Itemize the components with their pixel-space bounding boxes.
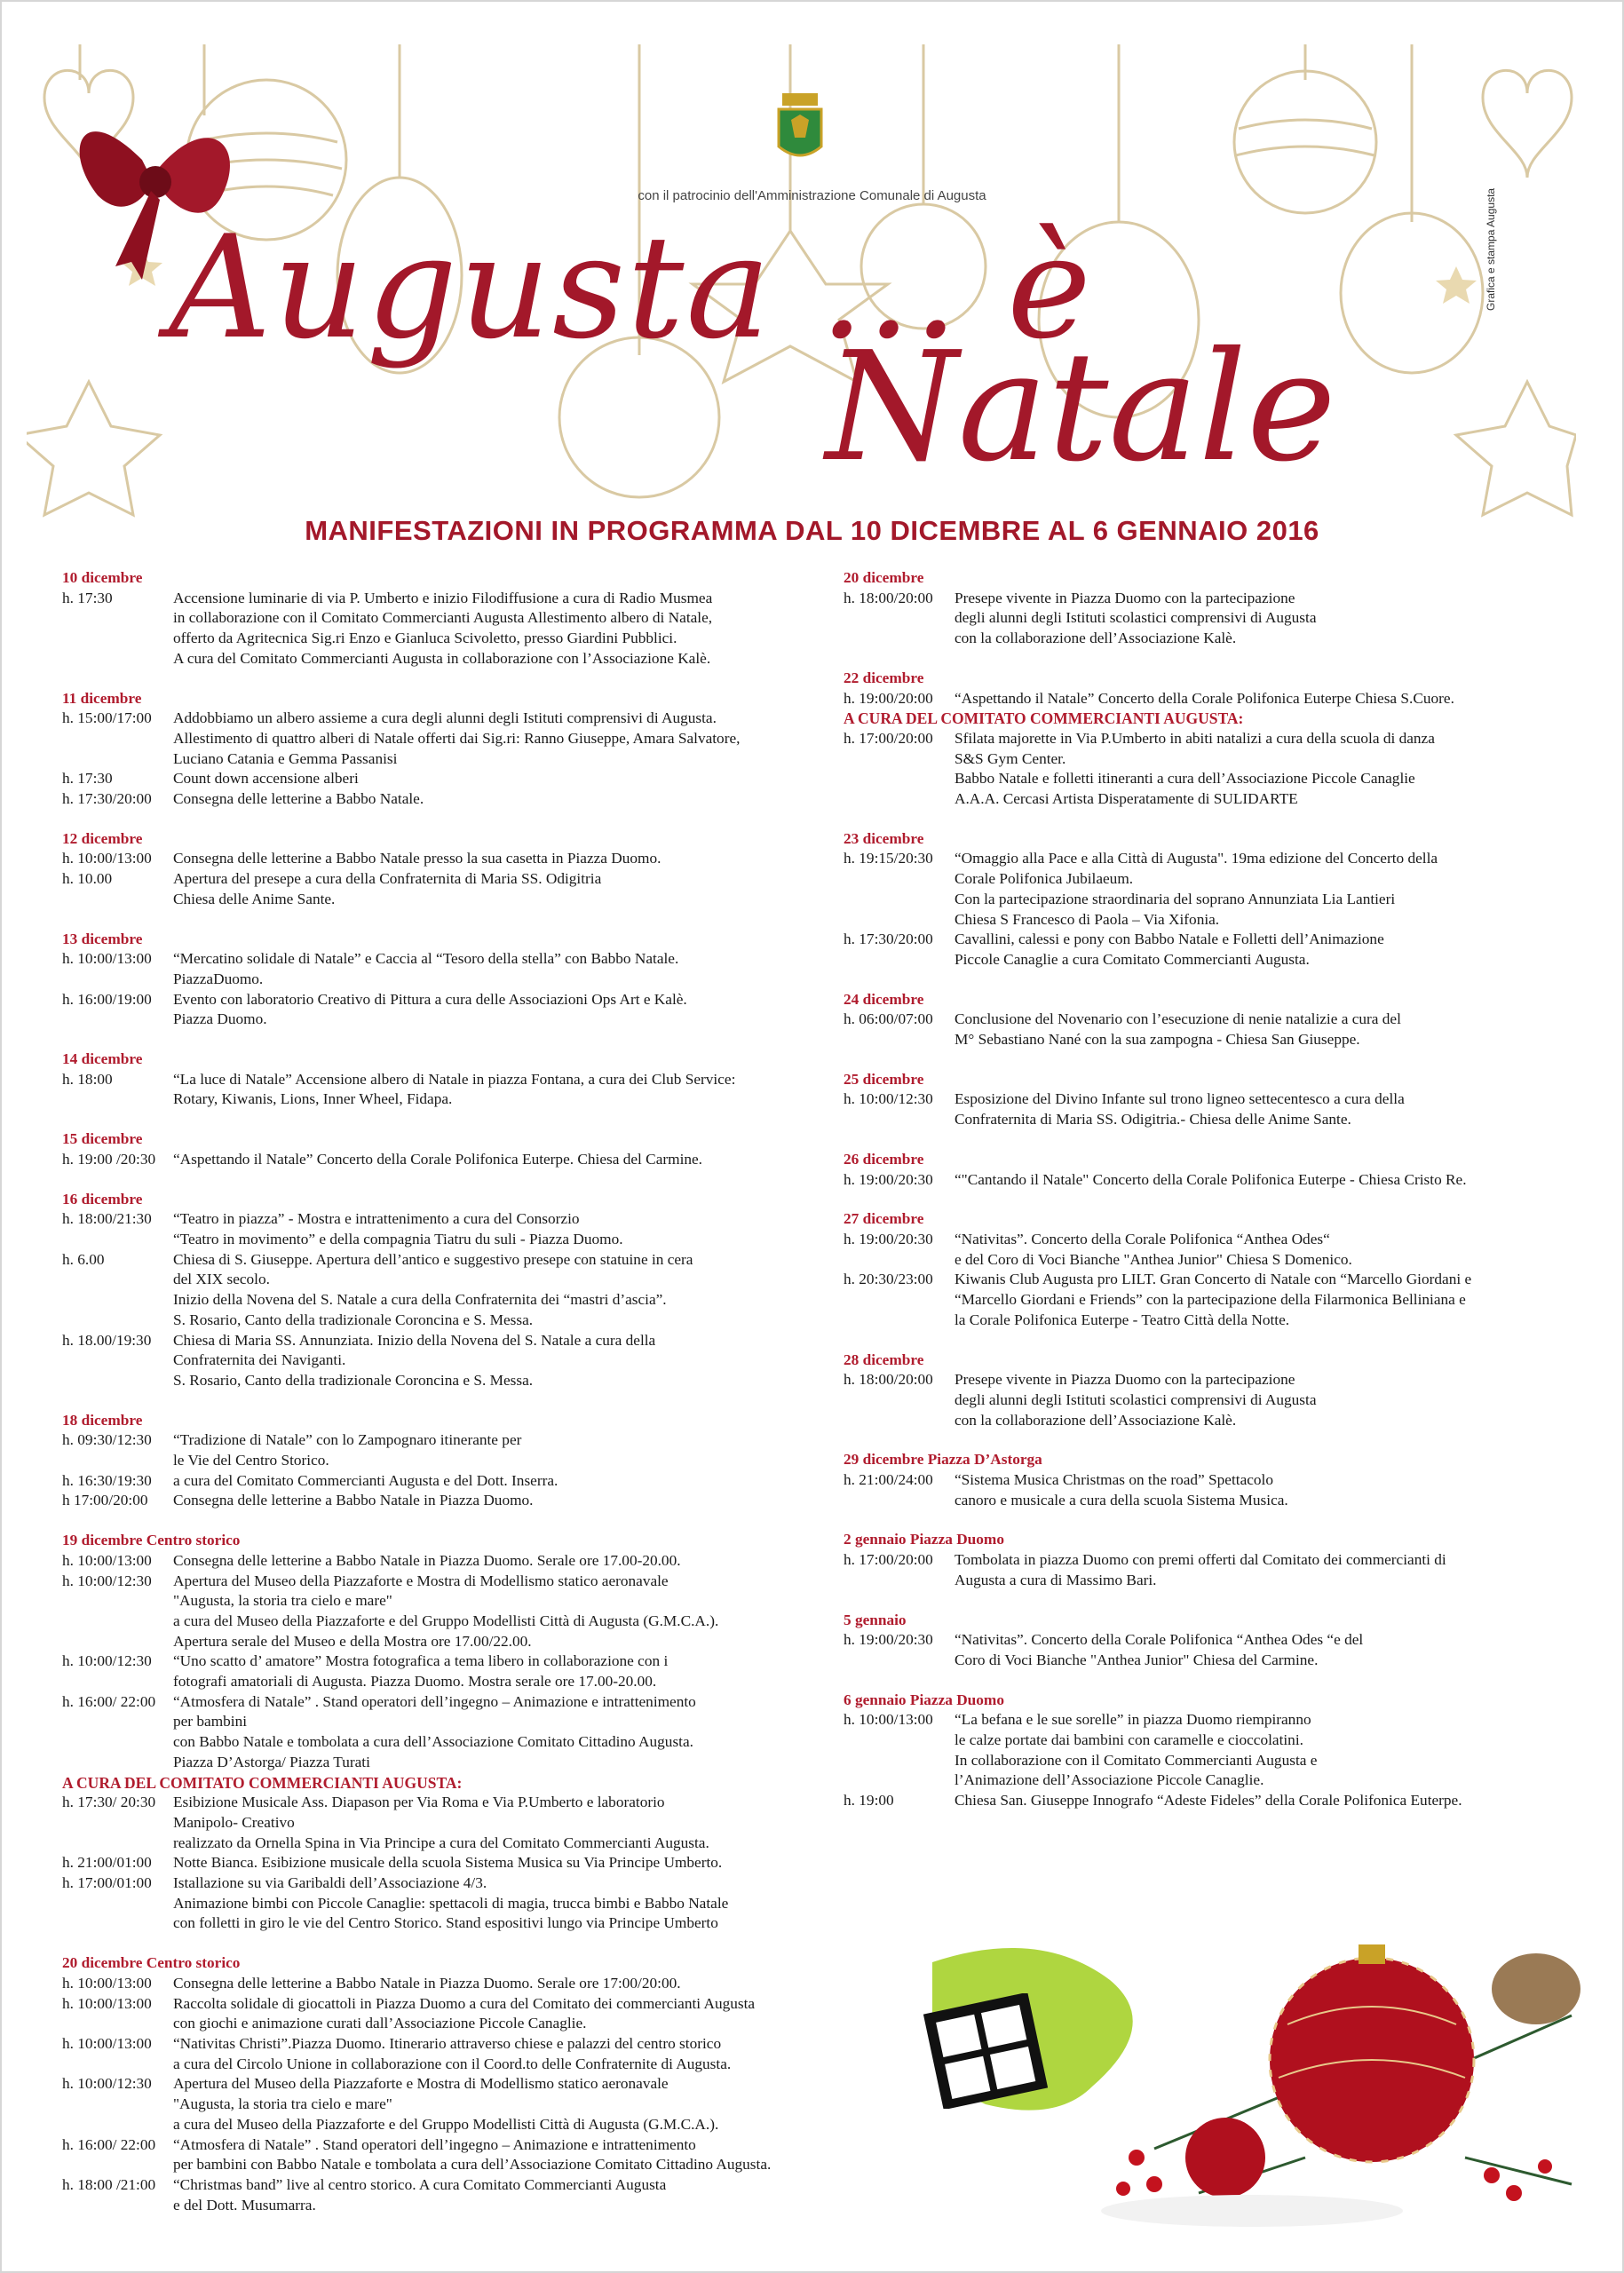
event-description (173, 789, 879, 810)
event-line: del XIX secolo. (173, 1271, 270, 1288)
event-time: h. 18:00 /21:00 (62, 2175, 156, 2193)
event-time: h. 21:00/24:00 (844, 1471, 933, 1489)
event-line: “Nativitas”. Concerto della Corale Polifonica “Anthea Odes“ (955, 1230, 1330, 1247)
event-line: Apertura del Museo della Piazzaforte e Mostra di Modellismo statico aeronavale (173, 1572, 669, 1589)
event-line: “Marcello Giordani e Friends” con la partecipazione della Filarmonica Belliniana e (955, 1291, 1466, 1309)
day-block (844, 1611, 1572, 1671)
event-line: Kiwanis Club Augusta pro LILT. Gran Concerto di Natale con “Marcello Giordani e (955, 1271, 1472, 1288)
event-line: offerto da Agritecnica Sig.ri Enzo e Gianluca Scivoletto, presso Giardini Pubblici. (173, 630, 677, 647)
event-line: “Sistema Musica Christmas on the road” Spettacolo (955, 1471, 1273, 1489)
event-line: Chiesa delle Anime Sante. (173, 890, 336, 907)
event-time: h. 18.00/19:30 (62, 1331, 152, 1349)
event-line: le Vie del Centro Storico. (173, 1452, 329, 1469)
event-time: h. 19:00/20:00 (844, 689, 933, 707)
event-description (173, 2175, 879, 2215)
event-time: h. 10:00/13:00 (62, 2035, 152, 2052)
event-row (62, 2034, 879, 2074)
event-row (844, 1470, 1572, 1510)
event-row (62, 1070, 879, 1110)
event-row (62, 849, 879, 869)
day-block (62, 568, 879, 669)
day-block (844, 1691, 1572, 1811)
coat-of-arms-icon (779, 93, 821, 155)
event-line: Addobbiamo un albero assieme a cura degli alunni degli Istituti comprensivi di Augusta. (173, 709, 717, 727)
event-time: h. 06:00/07:00 (844, 1010, 933, 1028)
event-line: con Babbo Natale e tombolata a cura dell’Associazione Comitato Cittadino Augusta. (173, 1733, 693, 1751)
event-row (62, 1853, 879, 1873)
day-block (844, 1450, 1572, 1510)
event-description (955, 1230, 1572, 1270)
event-line: Babbo Natale e folletti itineranti a cura dell’Associazione Piccole Canaglie (955, 770, 1415, 788)
day-title: 12 dicembre (62, 829, 143, 847)
event-line: M° Sebastiano Nané con la sua zampogna - Chiesa San Giuseppe. (955, 1031, 1360, 1049)
event-row (62, 1150, 879, 1170)
event-row (844, 1791, 1572, 1811)
event-time: h. 10.00 (62, 870, 113, 888)
event-time: h. 16:00/ 22:00 (62, 1692, 156, 1710)
title-augusta: Augusta ... è (169, 204, 1093, 370)
event-line: la Corale Polifonica Euterpe - Teatro Città della Notte. (955, 1311, 1290, 1328)
day-block (62, 829, 879, 910)
event-time: h. 19:00/20:30 (844, 1170, 933, 1188)
event-description (173, 849, 879, 869)
event-line: Notte Bianca. Esibizione musicale della scuola Sistema Musica su Via Principe Umberto. (173, 1854, 723, 1872)
event-line: Allestimento di quattro alberi di Natale offerti dai Sig.ri: Ranno Giuseppe, Amara Salvatore, (173, 729, 741, 747)
event-line: e del Dott. Musumarra. (173, 2196, 316, 2214)
event-time: h. 17:30/20:00 (62, 790, 152, 808)
event-row (62, 2135, 879, 2175)
event-description (173, 1491, 879, 1511)
section-title: A CURA DEL COMITATO COMMERCIANTI AUGUSTA: (62, 1773, 463, 1792)
event-time: h. 17:00/20:00 (844, 729, 933, 747)
event-description (173, 1651, 879, 1691)
day-title: 6 gennaio Piazza Duomo (844, 1691, 1004, 1708)
event-line: l’Animazione dell’Associazione Piccole Canaglie. (955, 1771, 1264, 1789)
day-block (844, 829, 1572, 970)
event-line: con giochi e animazione curati dall’Associazione Piccole Canaglie. (173, 2015, 587, 2032)
event-line: Rotary, Kiwanis, Lions, Inner Wheel, Fidapa. (173, 1090, 453, 1108)
event-time: h. 10:00/13:00 (62, 850, 152, 867)
event-time: h. 18:00/21:30 (62, 1210, 152, 1228)
event-description (173, 1331, 879, 1391)
event-line: con la collaborazione dell’Associazione Kalè. (955, 630, 1237, 647)
event-line: Consegna delle letterine a Babbo Natale in Piazza Duomo. Serale ore 17.00-20.00. (173, 1551, 681, 1569)
day-block (844, 1150, 1572, 1190)
event-line: con folletti in giro le vie del Centro Storico. Stand espositivi lungo via Principe Umberto (173, 1914, 718, 1932)
event-row (844, 1630, 1572, 1670)
event-line: Apertura del Museo della Piazzaforte e Mostra di Modellismo statico aeronavale (173, 2075, 669, 2093)
event-line: “Mercatino solidale di Natale” e Caccia al “Tesoro della stella” con Babbo Natale. (173, 950, 679, 968)
event-line: Coro di Voci Bianche "Anthea Junior" Chiesa del Carmine. (955, 1651, 1319, 1668)
day-block (844, 990, 1572, 1050)
event-time: h. 20:30/23:00 (844, 1271, 933, 1288)
event-line: Chiesa di Maria SS. Annunziata. Inizio della Novena del S. Natale a cura della (173, 1331, 656, 1349)
day-block (844, 1070, 1572, 1130)
title-natale: Natale (826, 320, 1336, 495)
event-row (62, 589, 879, 669)
event-row (62, 1873, 879, 1934)
event-line: Piazza Duomo. (173, 1010, 267, 1028)
day-title: 15 dicembre (62, 1130, 143, 1148)
event-line: Cavallini, calessi e pony con Babbo Natale e Folletti dell’Animazione (955, 931, 1384, 948)
day-title: 11 dicembre (62, 689, 142, 707)
day-title: 20 dicembre (844, 569, 924, 586)
event-line: In collaborazione con il Comitato Commercianti Augusta e (955, 1751, 1318, 1769)
day-title: 24 dicembre (844, 990, 924, 1008)
event-row (62, 769, 879, 789)
event-description (955, 1710, 1572, 1791)
event-line: Manipolo- Creativo (173, 1813, 295, 1831)
event-line: le calze portate dai bambini con caramelle e cioccolatini. (955, 1731, 1303, 1749)
event-row (844, 1710, 1572, 1791)
event-time: h. 19:00 /20:30 (62, 1150, 156, 1168)
event-line: “Uno scatto d’ amatore” Mostra fotografica a tema libero in collaborazione con i (173, 1652, 669, 1670)
event-row (62, 1471, 879, 1492)
event-line: Chiesa di S. Giuseppe. Apertura dell’antico e suggestivo presepe con statuine in cera (173, 1250, 693, 1268)
event-line: Piazza D’Astorga/ Piazza Turati (173, 1753, 370, 1770)
event-row (62, 2074, 879, 2134)
event-description (173, 769, 879, 789)
event-description (173, 1572, 879, 1652)
event-description (173, 1430, 879, 1470)
event-time: h. 17:30/20:00 (844, 931, 933, 948)
event-line: per bambini (173, 1713, 248, 1730)
event-time: h. 18:00/20:00 (844, 1371, 933, 1389)
day-block (62, 1049, 879, 1110)
event-description (955, 849, 1572, 930)
event-description (173, 990, 879, 1030)
day-block (844, 669, 1572, 810)
event-line: degli alunni degli Istituti scolastici comprensivi di Augusta (955, 609, 1317, 627)
event-time: h. 10:00/12:30 (62, 2075, 152, 2093)
event-row (62, 1793, 879, 1853)
event-line: S. Rosario, Canto della tradizionale Coroncina e S. Messa. (173, 1371, 534, 1389)
program-subtitle: MANIFESTAZIONI IN PROGRAMMA DAL 10 DICEMBRE AL 6 GENNAIO 2016 (305, 515, 1319, 546)
event-line: “Tradizione di Natale” con lo Zampognaro itinerante per (173, 1431, 522, 1449)
event-time: h. 10:00/12:30 (844, 1090, 933, 1108)
event-line: “Omaggio alla Pace e alla Città di Augusta". 19ma edizione del Concerto della (955, 850, 1438, 867)
day-block (62, 689, 879, 810)
day-title: 26 dicembre (844, 1150, 924, 1168)
event-row (62, 1692, 879, 1773)
event-description (173, 2074, 879, 2134)
event-time: h. 18:00/20:00 (844, 589, 933, 606)
day-title: 5 gennaio (844, 1611, 907, 1628)
day-title: 19 dicembre Centro storico (62, 1532, 241, 1549)
event-row (62, 1994, 879, 2034)
event-description (955, 1170, 1572, 1191)
printer-credit: Grafica e stampa Augusta (1485, 187, 1497, 311)
event-line: “"Cantando il Natale" Concerto della Corale Polifonica Euterpe - Chiesa Cristo Re. (955, 1170, 1467, 1188)
day-title: 29 dicembre Piazza D’Astorga (844, 1451, 1042, 1469)
event-row (62, 1551, 879, 1572)
event-time: h 17:00/20:00 (62, 1492, 148, 1509)
event-line: Conclusione del Novenario con l’esecuzione di nenie natalizie a cura del (955, 1010, 1401, 1028)
event-row (844, 1370, 1572, 1430)
right-column-schedule (844, 568, 1572, 1831)
day-title: 28 dicembre (844, 1350, 924, 1368)
event-description (955, 1550, 1572, 1590)
event-description (173, 1551, 879, 1572)
event-line: “La luce di Natale” Accensione albero di Natale in piazza Fontana, a cura dei Club Service: (173, 1070, 736, 1088)
day-block (844, 1350, 1572, 1431)
event-line: Evento con laboratorio Creativo di Pittura a cura delle Associazioni Ops Art e Kalè. (173, 990, 687, 1008)
event-line: Raccolta solidale di giocattoli in Piazza Duomo a cura del Comitato dei commercianti Augusta (173, 1994, 756, 2012)
event-line: a cura del Circolo Unione in collaborazione con il Coord.to delle Confraternite di Augusta. (173, 2055, 732, 2072)
event-description (955, 1089, 1572, 1129)
event-time: h. 10:00/13:00 (844, 1711, 933, 1729)
event-description (955, 729, 1572, 810)
event-line: Istallazione su via Garibaldi dell’Associazione 4/3. (173, 1874, 487, 1892)
event-row (62, 1331, 879, 1391)
day-title: 13 dicembre (62, 930, 143, 947)
event-line: Corale Polifonica Jubilaeum. (955, 870, 1134, 888)
event-time: h. 17:30 (62, 770, 113, 788)
event-line: Piccole Canaglie a cura Comitato Commercianti Augusta. (955, 950, 1310, 968)
event-description (955, 1630, 1572, 1670)
event-line: Consegna delle letterine a Babbo Natale in Piazza Duomo. (173, 1492, 534, 1509)
event-line: Consegna delle letterine a Babbo Natale presso la sua casetta in Piazza Duomo. (173, 850, 661, 867)
day-block (62, 1531, 879, 1934)
event-row (62, 869, 879, 909)
day-block (62, 1129, 879, 1169)
event-line: a cura del Museo della Piazzaforte e del Gruppo Modellisti Città di Augusta (G.M.C.A.). (173, 1612, 719, 1629)
event-row (844, 689, 1572, 709)
event-description (173, 1250, 879, 1331)
event-description (173, 1793, 879, 1853)
event-description (173, 589, 879, 669)
event-description (955, 1010, 1572, 1049)
event-description (173, 1853, 879, 1873)
event-time: h. 16:00/ 22:00 (62, 2135, 156, 2153)
event-time: h. 19:00 (844, 1792, 894, 1810)
day-title: 2 gennaio Piazza Duomo (844, 1531, 1004, 1548)
day-block (844, 1209, 1572, 1330)
event-line: Sfilata majorette in Via P.Umberto in abiti natalizi a cura della scuola di danza (955, 729, 1435, 747)
event-row (844, 729, 1572, 810)
event-time: h. 10:00/13:00 (62, 1551, 152, 1569)
event-line: Con la partecipazione straordinaria del soprano Annunziata Lia Lantieri (955, 890, 1396, 907)
day-block (844, 1530, 1572, 1590)
event-line: Esibizione Musicale Ass. Diapason per Via Roma e Via P.Umberto e laboratorio (173, 1794, 665, 1811)
event-description (173, 2135, 879, 2175)
event-description (173, 869, 879, 909)
event-time: h. 6.00 (62, 1250, 105, 1268)
event-description (955, 1791, 1572, 1811)
event-description (173, 1873, 879, 1934)
event-line: Animazione bimbi con Piccole Canaglie: spettacoli di magia, trucca bimbi e Babbo Natale (173, 1894, 729, 1912)
event-row (62, 1651, 879, 1691)
event-line: "Augusta, la storia tra cielo e mare" (173, 1592, 392, 1610)
event-line: “Nativitas Christi”.Piazza Duomo. Itinerario attraverso chiese e palazzi del centro storico (173, 2035, 722, 2052)
event-line: Count down accensione alberi (173, 770, 359, 788)
event-time: h. 21:00/01:00 (62, 1854, 152, 1872)
event-row (62, 1974, 879, 1994)
event-row (62, 1250, 879, 1331)
event-description (955, 930, 1572, 970)
event-line: “Teatro in movimento” e della compagnia Tiatru du suli - Piazza Duomo. (173, 1230, 623, 1247)
event-line: “Aspettando il Natale” Concerto della Corale Polifonica Euterpe Chiesa S.Cuore. (955, 689, 1454, 707)
event-time: h. 19:00/20:30 (844, 1631, 933, 1649)
event-line: “Nativitas”. Concerto della Corale Polifonica “Anthea Odes “e del (955, 1631, 1364, 1649)
event-time: h. 10:00/13:00 (62, 950, 152, 968)
event-line: A.A.A. Cercasi Artista Disperatamente di SULIDARTE (955, 790, 1298, 808)
day-block (62, 1953, 879, 2215)
event-row (62, 990, 879, 1030)
event-line: “La befana e le sue sorelle” in piazza Duomo riempiranno (955, 1711, 1311, 1729)
event-time: h. 17:00/01:00 (62, 1874, 152, 1892)
event-row (844, 589, 1572, 649)
event-row (844, 1170, 1572, 1191)
event-row (844, 1270, 1572, 1330)
event-time: h. 19:00/20:30 (844, 1230, 933, 1247)
day-block (844, 568, 1572, 649)
patronage-text: con il patrocinio dell'Amministrazione Comunale di Augusta (638, 188, 986, 203)
event-line: Consegna delle letterine a Babbo Natale in Piazza Duomo. Serale ore 17:00/20:00. (173, 1974, 681, 1992)
day-title: 20 dicembre Centro storico (62, 1954, 241, 1972)
event-time: h. 10:00/12:30 (62, 1652, 152, 1670)
event-description (173, 1692, 879, 1773)
day-block (62, 930, 879, 1031)
event-line: “Aspettando il Natale” Concerto della Corale Polifonica Euterpe. Chiesa del Carmine. (173, 1150, 703, 1168)
event-row (62, 1491, 879, 1511)
event-line: S. Rosario, Canto della tradizionale Coroncina e S. Messa. (173, 1311, 534, 1328)
event-line: Apertura del presepe a cura della Confraternita di Maria SS. Odigitria (173, 870, 602, 888)
event-time: h. 16:30/19:30 (62, 1471, 152, 1489)
event-time: h. 15:00/17:00 (62, 709, 152, 727)
event-line: Inizio della Novena del S. Natale a cura della Confraternita dei “mastri d’ascia”. (173, 1291, 667, 1309)
event-description (173, 1209, 879, 1249)
event-line: Esposizione del Divino Infante sul trono ligneo settecentesco a cura della (955, 1090, 1405, 1108)
day-block (62, 1411, 879, 1512)
event-line: "Augusta, la storia tra cielo e mare" (173, 2095, 392, 2113)
event-row (844, 1550, 1572, 1590)
day-title: 14 dicembre (62, 1050, 143, 1068)
event-time: h. 17:30/ 20:30 (62, 1794, 156, 1811)
event-row (844, 930, 1572, 970)
event-description (955, 1370, 1572, 1430)
event-description (955, 589, 1572, 649)
day-title: 10 dicembre (62, 569, 143, 586)
event-row (844, 1010, 1572, 1049)
event-description (955, 1470, 1572, 1510)
event-description (173, 2034, 879, 2074)
event-time: h. 16:00/19:00 (62, 990, 152, 1008)
event-description (955, 689, 1572, 709)
event-row (62, 2175, 879, 2215)
event-time: h. 10:00/13:00 (62, 1974, 152, 1992)
left-column-schedule (62, 568, 879, 2235)
event-line: “Christmas band” live al centro storico. A cura Comitato Commercianti Augusta (173, 2175, 667, 2193)
day-title: 25 dicembre (844, 1070, 924, 1088)
event-description (173, 949, 879, 989)
event-line: realizzato da Ornella Spina in Via Principe a cura del Comitato Commercianti Augusta. (173, 1833, 709, 1851)
event-time: h. 10:00/12:30 (62, 1572, 152, 1589)
event-description (173, 1471, 879, 1492)
event-line: Augusta a cura di Massimo Bari. (955, 1571, 1157, 1588)
day-title: 16 dicembre (62, 1190, 143, 1208)
event-line: Chiesa S Francesco di Paola – Via Xifonia. (955, 910, 1220, 928)
event-line: Confraternita dei Naviganti. (173, 1351, 346, 1369)
event-row (62, 1572, 879, 1652)
event-line: degli alunni degli Istituti scolastici comprensivi di Augusta (955, 1390, 1317, 1408)
event-line: in collaborazione con il Comitato Commercianti Augusta Allestimento albero di Natale, (173, 609, 713, 627)
event-time: h. 10:00/13:00 (62, 1994, 152, 2012)
event-description (173, 1974, 879, 1994)
event-line: PiazzaDuomo. (173, 970, 264, 987)
event-line: Luciano Catania e Gemma Passanisi (173, 749, 398, 767)
event-line: S&S Gym Center. (955, 749, 1066, 767)
day-title: 27 dicembre (844, 1210, 924, 1228)
event-row (62, 1209, 879, 1249)
event-row (844, 849, 1572, 930)
event-line: “Atmosfera di Natale” . Stand operatori dell’ingegno – Animazione e intrattenimento (173, 1692, 696, 1710)
event-line: per bambini con Babbo Natale e tombolata a cura dell’Associazione Comitato Cittadino Augusta. (173, 2156, 772, 2174)
event-description (173, 1994, 879, 2034)
event-line: a cura del Museo della Piazzaforte e del Gruppo Modellisti Città di Augusta (G.M.C.A.). (173, 2115, 719, 2133)
event-line: “Atmosfera di Natale” . Stand operatori dell’ingegno – Animazione e intrattenimento (173, 2135, 696, 2153)
event-line: Presepe vivente in Piazza Duomo con la partecipazione (955, 1371, 1295, 1389)
event-row (844, 1230, 1572, 1270)
day-title: 18 dicembre (62, 1411, 143, 1429)
event-description (955, 1270, 1572, 1330)
event-description (173, 1150, 879, 1170)
event-line: Confraternita di Maria SS. Odigitria.- Chiesa delle Anime Sante. (955, 1111, 1351, 1129)
event-line: a cura del Comitato Commercianti Augusta e del Dott. Inserra. (173, 1471, 558, 1489)
event-row (62, 789, 879, 810)
issa-logo (923, 1993, 1048, 2109)
event-description (173, 1070, 879, 1110)
event-line: Consegna delle letterine a Babbo Natale. (173, 790, 424, 808)
event-line: Chiesa San. Giuseppe Innografo “Adeste Fideles” della Corale Polifonica Euterpe. (955, 1792, 1462, 1810)
event-line: Presepe vivente in Piazza Duomo con la partecipazione (955, 589, 1295, 606)
event-line: Apertura serale del Museo e della Mostra ore 17.00/22.00. (173, 1632, 532, 1650)
event-line: con la collaborazione dell’Associazione Kalè. (955, 1411, 1237, 1429)
event-line: “Teatro in piazza” - Mostra e intrattenimento a cura del Consorzio (173, 1210, 580, 1228)
event-time: h. 17:30 (62, 589, 113, 606)
event-line: A cura del Comitato Commercianti Augusta in collaborazione con l’Associazione Kalè. (173, 649, 711, 667)
event-row (844, 1089, 1572, 1129)
event-line: Tombolata in piazza Duomo con premi offerti dal Comitato dei commercianti di (955, 1551, 1446, 1569)
event-line: Accensione luminarie di via P. Umberto e inizio Filodiffusione a cura di Radio Musmea (173, 589, 713, 606)
event-time: h. 09:30/12:30 (62, 1431, 152, 1449)
event-row (62, 709, 879, 769)
event-line: e del Coro di Voci Bianche "Anthea Junior" Chiesa S Domenico. (955, 1250, 1352, 1268)
section-title: A CURA DEL COMITATO COMMERCIANTI AUGUSTA: (844, 709, 1244, 728)
event-row (62, 1430, 879, 1470)
event-row (62, 949, 879, 989)
event-line: fotografi amatoriali di Augusta. Piazza Duomo. Mostra serale ore 17.00-20.00. (173, 1673, 657, 1691)
day-title: 22 dicembre (844, 669, 924, 686)
event-time: h. 17:00/20:00 (844, 1551, 933, 1569)
day-block (62, 1190, 879, 1391)
event-description (173, 709, 879, 769)
event-time: h. 18:00 (62, 1070, 113, 1088)
event-line: canoro e musicale a cura della scuola Sistema Musica. (955, 1491, 1288, 1509)
event-time: h. 19:15/20:30 (844, 850, 933, 867)
day-title: 23 dicembre (844, 829, 924, 847)
